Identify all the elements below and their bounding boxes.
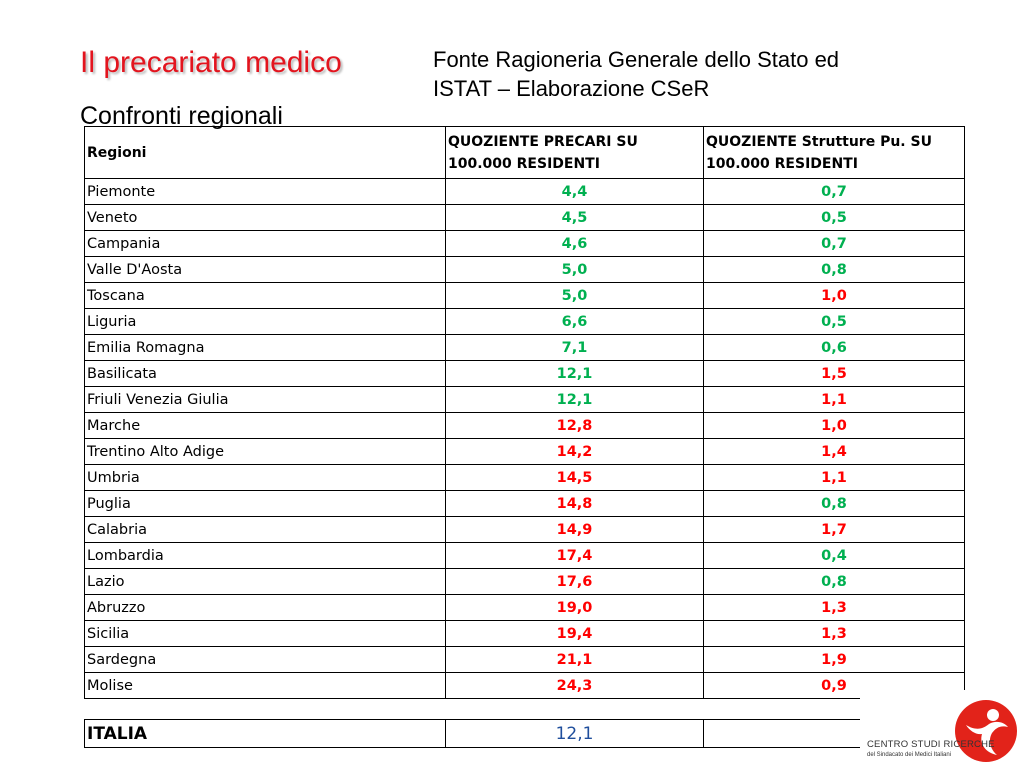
source-line-2: ISTAT – Elaborazione CSeR	[433, 76, 710, 101]
precari-value: 5,0	[446, 283, 704, 309]
region-name: Piemonte	[85, 179, 446, 205]
strutture-value: 0,9	[704, 673, 965, 699]
logo-text-line1: CENTRO STUDI RICERCHE	[867, 739, 995, 750]
table-row	[85, 439, 965, 465]
table-row	[85, 491, 965, 517]
precari-value: 19,4	[446, 621, 704, 647]
region-name: Sardegna	[85, 647, 446, 673]
strutture-value: 1,4	[704, 439, 965, 465]
precari-value: 4,5	[446, 205, 704, 231]
strutture-value: 1,3	[704, 621, 965, 647]
strutture-value: 1,0	[704, 413, 965, 439]
strutture-value: 1,1	[704, 465, 965, 491]
region-name: Emilia Romagna	[85, 335, 446, 361]
table-row	[85, 309, 965, 335]
strutture-value: 0,4	[704, 543, 965, 569]
strutture-value: 0,5	[704, 205, 965, 231]
region-name: Friuli Venezia Giulia	[85, 387, 446, 413]
table-row	[85, 257, 965, 283]
precari-value: 12,1	[446, 361, 704, 387]
strutture-value: 0,6	[704, 335, 965, 361]
precari-value: 19,0	[446, 595, 704, 621]
precari-value: 5,0	[446, 257, 704, 283]
region-name: Calabria	[85, 517, 446, 543]
slide-subtitle: Confronti regionali	[80, 102, 283, 130]
total-label: ITALIA	[85, 720, 446, 748]
strutture-value: 1,7	[704, 517, 965, 543]
precari-value: 4,6	[446, 231, 704, 257]
precari-value: 24,3	[446, 673, 704, 699]
table-row	[85, 283, 965, 309]
precari-value: 14,5	[446, 465, 704, 491]
table-row	[85, 647, 965, 673]
precari-value: 12,1	[446, 387, 704, 413]
table-row	[85, 595, 965, 621]
region-name: Marche	[85, 413, 446, 439]
total-table	[84, 719, 965, 748]
precari-value: 14,9	[446, 517, 704, 543]
region-name: Sicilia	[85, 621, 446, 647]
table-row	[85, 465, 965, 491]
table-row	[85, 231, 965, 257]
header-precari: QUOZIENTE PRECARI SU 100.000 RESIDENTI	[446, 127, 704, 179]
table-row	[85, 543, 965, 569]
table-row	[85, 569, 965, 595]
table-row	[85, 673, 965, 699]
source-line-1: Fonte Ragioneria Generale dello Stato ed	[433, 47, 840, 72]
strutture-value: 0,7	[704, 179, 965, 205]
cser-logo-icon	[952, 698, 1020, 764]
table-row	[85, 179, 965, 205]
precari-value: 7,1	[446, 335, 704, 361]
region-name: Lombardia	[85, 543, 446, 569]
table-header-row	[85, 127, 965, 179]
region-name: Toscana	[85, 283, 446, 309]
table-row	[85, 517, 965, 543]
strutture-value: 0,7	[704, 231, 965, 257]
table-row	[85, 205, 965, 231]
strutture-value: 0,5	[704, 309, 965, 335]
strutture-value: 1,0	[704, 283, 965, 309]
header-regioni: Regioni	[85, 127, 446, 179]
strutture-value: 1,1	[704, 387, 965, 413]
total-precari: 12,1	[446, 720, 704, 748]
precari-value: 6,6	[446, 309, 704, 335]
region-name: Campania	[85, 231, 446, 257]
region-name: Liguria	[85, 309, 446, 335]
source-note	[433, 45, 839, 103]
table-row	[85, 361, 965, 387]
region-name: Veneto	[85, 205, 446, 231]
region-name: Lazio	[85, 569, 446, 595]
table-row	[85, 387, 965, 413]
table-row	[85, 621, 965, 647]
strutture-value: 1,5	[704, 361, 965, 387]
precari-value: 17,6	[446, 569, 704, 595]
region-name: Puglia	[85, 491, 446, 517]
strutture-value: 1,3	[704, 595, 965, 621]
region-name: Umbria	[85, 465, 446, 491]
precari-value: 12,8	[446, 413, 704, 439]
strutture-value: 0,8	[704, 257, 965, 283]
precari-value: 21,1	[446, 647, 704, 673]
table-row	[85, 413, 965, 439]
strutture-value: 0,8	[704, 569, 965, 595]
regional-table	[84, 126, 965, 699]
region-name: Abruzzo	[85, 595, 446, 621]
precari-value: 4,4	[446, 179, 704, 205]
cser-logo	[864, 694, 1024, 768]
region-name: Basilicata	[85, 361, 446, 387]
precari-value: 14,8	[446, 491, 704, 517]
precari-value: 17,4	[446, 543, 704, 569]
region-name: Trentino Alto Adige	[85, 439, 446, 465]
precari-value: 14,2	[446, 439, 704, 465]
region-name: Molise	[85, 673, 446, 699]
region-name: Valle D'Aosta	[85, 257, 446, 283]
table-row	[85, 335, 965, 361]
header-strutture: QUOZIENTE Strutture Pu. SU 100.000 RESIDENTI	[704, 127, 965, 179]
strutture-value: 1,9	[704, 647, 965, 673]
logo-text-line2: del Sindacato dei Medici Italiani	[867, 752, 952, 758]
strutture-value: 0,8	[704, 491, 965, 517]
total-row	[85, 720, 965, 748]
slide-title: Il precariato medico	[80, 46, 342, 79]
